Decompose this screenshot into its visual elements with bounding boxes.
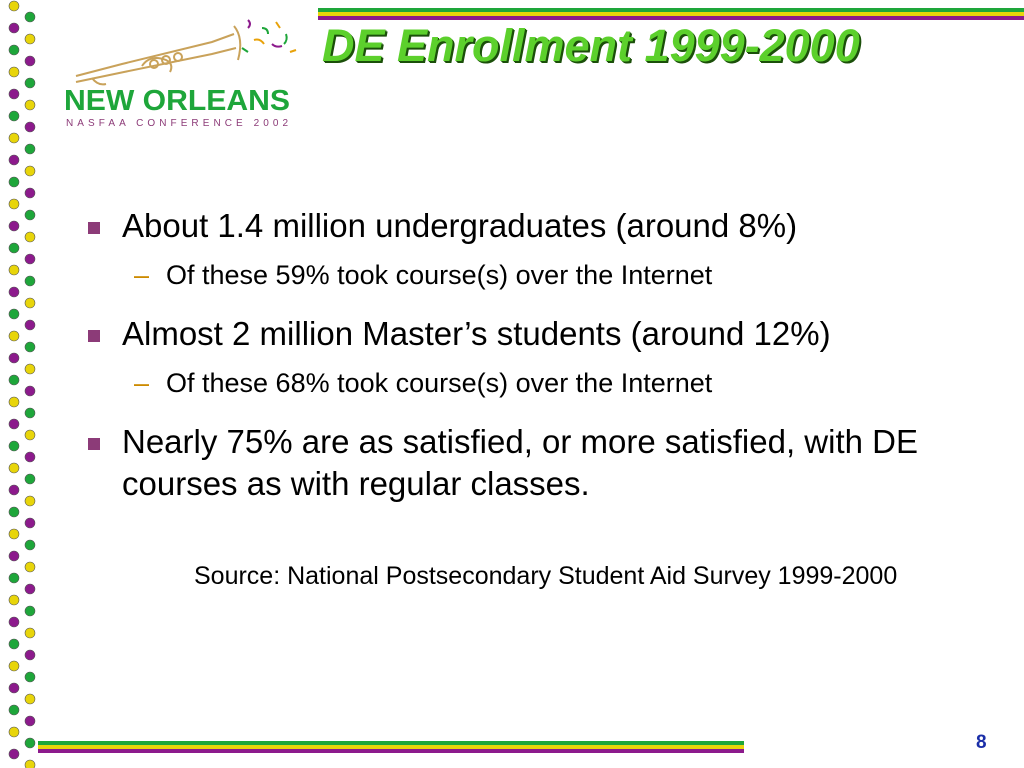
bead [9,221,19,231]
bead [9,529,19,539]
bead [9,507,19,517]
bead [25,496,35,506]
bead [25,188,35,198]
bead [25,78,35,88]
sub-bullet-text: Of these 68% took course(s) over the Internet [166,368,713,398]
bead [25,386,35,396]
bead [9,177,19,187]
square-bullet-icon [88,438,100,450]
bead [9,1,19,11]
bead [9,727,19,737]
bead [25,276,35,286]
bead [25,562,35,572]
bead [25,738,35,748]
bead [9,155,19,165]
bead [9,67,19,77]
bead-strand-decoration [0,0,48,768]
bead [9,463,19,473]
bead [9,705,19,715]
bead [9,331,19,341]
bead [9,133,19,143]
bead [25,408,35,418]
slide-body [84,205,1004,505]
bead [25,166,35,176]
logo-wordmark: NEW ORLEANS [64,85,290,117]
bead [25,694,35,704]
bullet-text: Almost 2 million Master’s students (around 12%) [122,315,831,352]
bottom-stripe [38,741,744,753]
bead [25,342,35,352]
bead [25,672,35,682]
slide-title: DE Enrollment 1999-2000 [322,20,860,71]
bead [25,34,35,44]
bead [9,551,19,561]
bead [9,287,19,297]
bullet-item [84,421,982,505]
trumpet-icon [76,26,240,84]
bead [25,254,35,264]
dash-marker: – [134,368,150,398]
bead [9,595,19,605]
bead [25,760,35,768]
top-stripe [318,8,1024,20]
bead [9,441,19,451]
bead [9,111,19,121]
bead [25,430,35,440]
bead [9,199,19,209]
bead [9,397,19,407]
bead [25,122,35,132]
sub-bullet-text: Of these 59% took course(s) over the Internet [166,260,713,290]
bead [25,452,35,462]
bead [25,56,35,66]
bead [9,419,19,429]
bead [9,573,19,583]
bullet-text: About 1.4 million undergraduates (around 8%) [122,207,798,244]
bullet-item [84,313,1004,355]
bead [25,298,35,308]
page-number: 8 [976,732,987,753]
bullet-text: Nearly 75% are as satisfied, or more satisfied, with DE courses as with regular classes. [122,423,918,502]
source-citation: Source: National Postsecondary Student Aid Survey 1999-2000 [194,562,898,590]
bead [9,23,19,33]
logo-subtitle: NASFAA CONFERENCE 2002 [66,118,288,129]
bead [9,485,19,495]
bead [25,232,35,242]
bead [25,364,35,374]
bead [25,210,35,220]
conference-logo [62,14,302,132]
bead [9,89,19,99]
square-bullet-icon [88,222,100,234]
bead [9,617,19,627]
bead [25,584,35,594]
bead [25,606,35,616]
bead [25,144,35,154]
bead [9,639,19,649]
bead [9,749,19,759]
bullet-item [84,205,1004,247]
bead [25,474,35,484]
dash-marker: – [134,260,150,290]
bead [25,518,35,528]
bead [9,661,19,671]
bead [9,375,19,385]
sub-bullet-item [84,365,1004,401]
bead [9,683,19,693]
bead [25,716,35,726]
bead [9,265,19,275]
sub-bullet-item [84,257,1004,293]
bead [9,353,19,363]
bead [9,243,19,253]
bead [25,100,35,110]
bead [25,540,35,550]
bead [9,45,19,55]
bead [25,650,35,660]
bead [9,309,19,319]
bead [25,320,35,330]
confetti-icon [242,20,296,52]
bead [25,12,35,22]
bead [25,628,35,638]
square-bullet-icon [88,330,100,342]
